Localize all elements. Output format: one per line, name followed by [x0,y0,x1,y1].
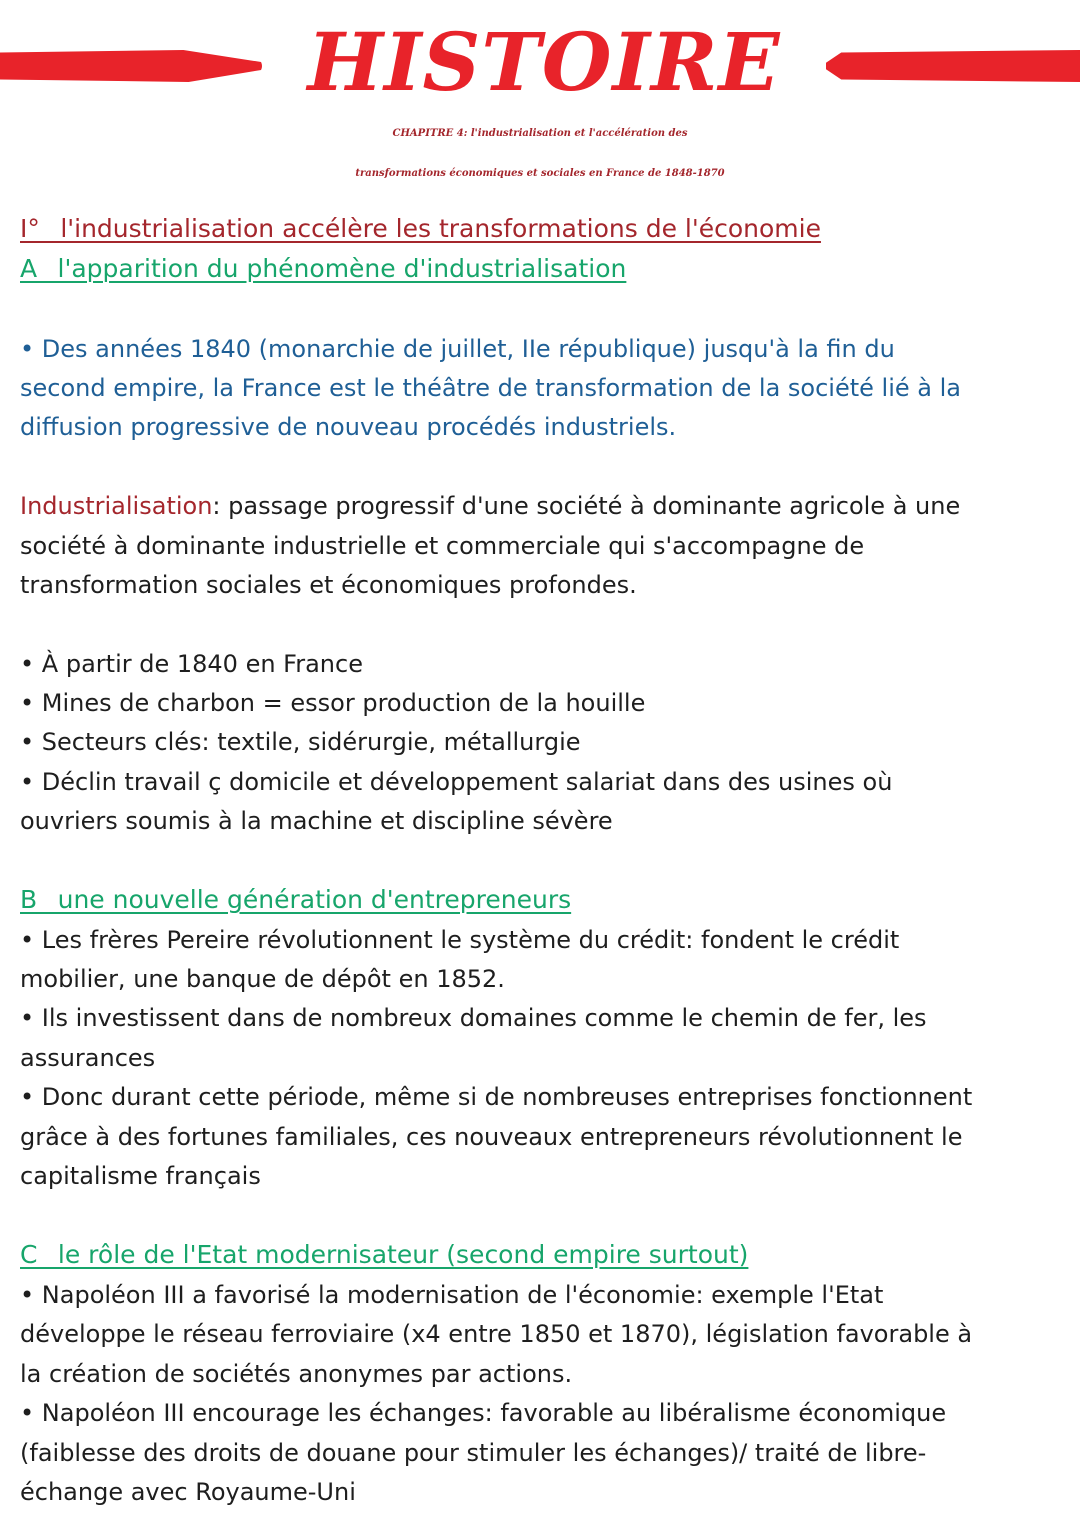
bullet-icon: • [20,1083,35,1111]
chapter-title-line-2: transformations économiques et sociales en France de 1848-1870 [355,168,725,179]
definition-term: Industrialisation [20,492,213,520]
section-b-heading: B_ une nouvelle génération d'entrepreneurs [20,885,572,914]
intro-line-3: diffusion progressive de nouveau procédés industriels. [20,413,677,441]
list-item: • Ils investissent dans de nombreux domaines comme le chemin de fer, les [20,1004,927,1032]
chapter-title-line-1: CHAPITRE 4: l'industrialisation et l'accélération des [392,128,688,139]
intro-line-1: • Des années 1840 (monarchie de juillet, IIe république) jusqu'à la fin du [20,335,895,363]
list-item-continuation: mobilier, une banque de dépôt en 1852. [20,965,505,993]
list-item: • Mines de charbon = essor production de la houille [20,689,646,717]
section-c-heading: C_ le rôle de l'Etat modernisateur (second empire surtout) [20,1240,749,1269]
bullet-icon: • [20,728,35,756]
definition-line-2: société à dominante industrielle et commerciale qui s'accompagne de [20,532,865,560]
list-item-continuation: grâce à des fortunes familiales, ces nouveaux entrepreneurs révolutionnent le [20,1123,963,1151]
bullet-icon: • [20,1281,35,1309]
bullet-icon: • [20,650,35,678]
bullet-icon: • [20,335,35,363]
red-brush-stroke-right [826,50,1080,82]
list-item: • Napoléon III a favorisé la modernisation de l'économie: exemple l'Etat [20,1281,884,1309]
bullet-icon: • [20,689,35,717]
list-item: • Les frères Pereire révolutionnent le système du crédit: fondent le crédit [20,926,900,954]
list-item: • À partir de 1840 en France [20,650,363,678]
list-item-continuation: (faiblesse des droits de douane pour stimuler les échanges)/ traité de libre- [20,1439,927,1467]
red-brush-stroke-left [0,50,262,82]
bullet-icon: • [20,1004,35,1032]
list-item: • Napoléon III encourage les échanges: favorable au libéralisme économique [20,1399,947,1427]
section-1-heading: I°_ l'industrialisation accélère les transformations de l'économie [20,214,821,243]
list-item-continuation: échange avec Royaume-Uni [20,1478,356,1506]
list-item-continuation: assurances [20,1044,156,1072]
list-item-continuation: développe le réseau ferroviaire (x4 entre 1850 et 1870), législation favorable à [20,1320,973,1348]
section-a-heading: A_ l'apparition du phénomène d'industrialisation [20,254,627,283]
bullet-icon: • [20,1399,35,1427]
list-item-continuation: capitalisme français [20,1162,261,1190]
bullet-icon: • [20,926,35,954]
list-item: • Donc durant cette période, même si de nombreuses entreprises fonctionnent [20,1083,973,1111]
list-item-continuation: ouvriers soumis à la machine et discipline sévère [20,807,613,835]
definition-line-1: Industrialisation: passage progressif d'une société à dominante agricole à une [20,492,961,520]
list-item-continuation: la création de sociétés anonymes par actions. [20,1360,573,1388]
list-item: • Secteurs clés: textile, sidérurgie, métallurgie [20,728,581,756]
page-title: HISTOIRE [307,15,781,109]
bullet-icon: • [20,768,35,796]
list-item: • Déclin travail ç domicile et développement salariat dans des usines où [20,768,893,796]
intro-line-2: second empire, la France est le théâtre de transformation de la société lié à la [20,374,961,402]
definition-line-3: transformation sociales et économiques profondes. [20,571,637,599]
